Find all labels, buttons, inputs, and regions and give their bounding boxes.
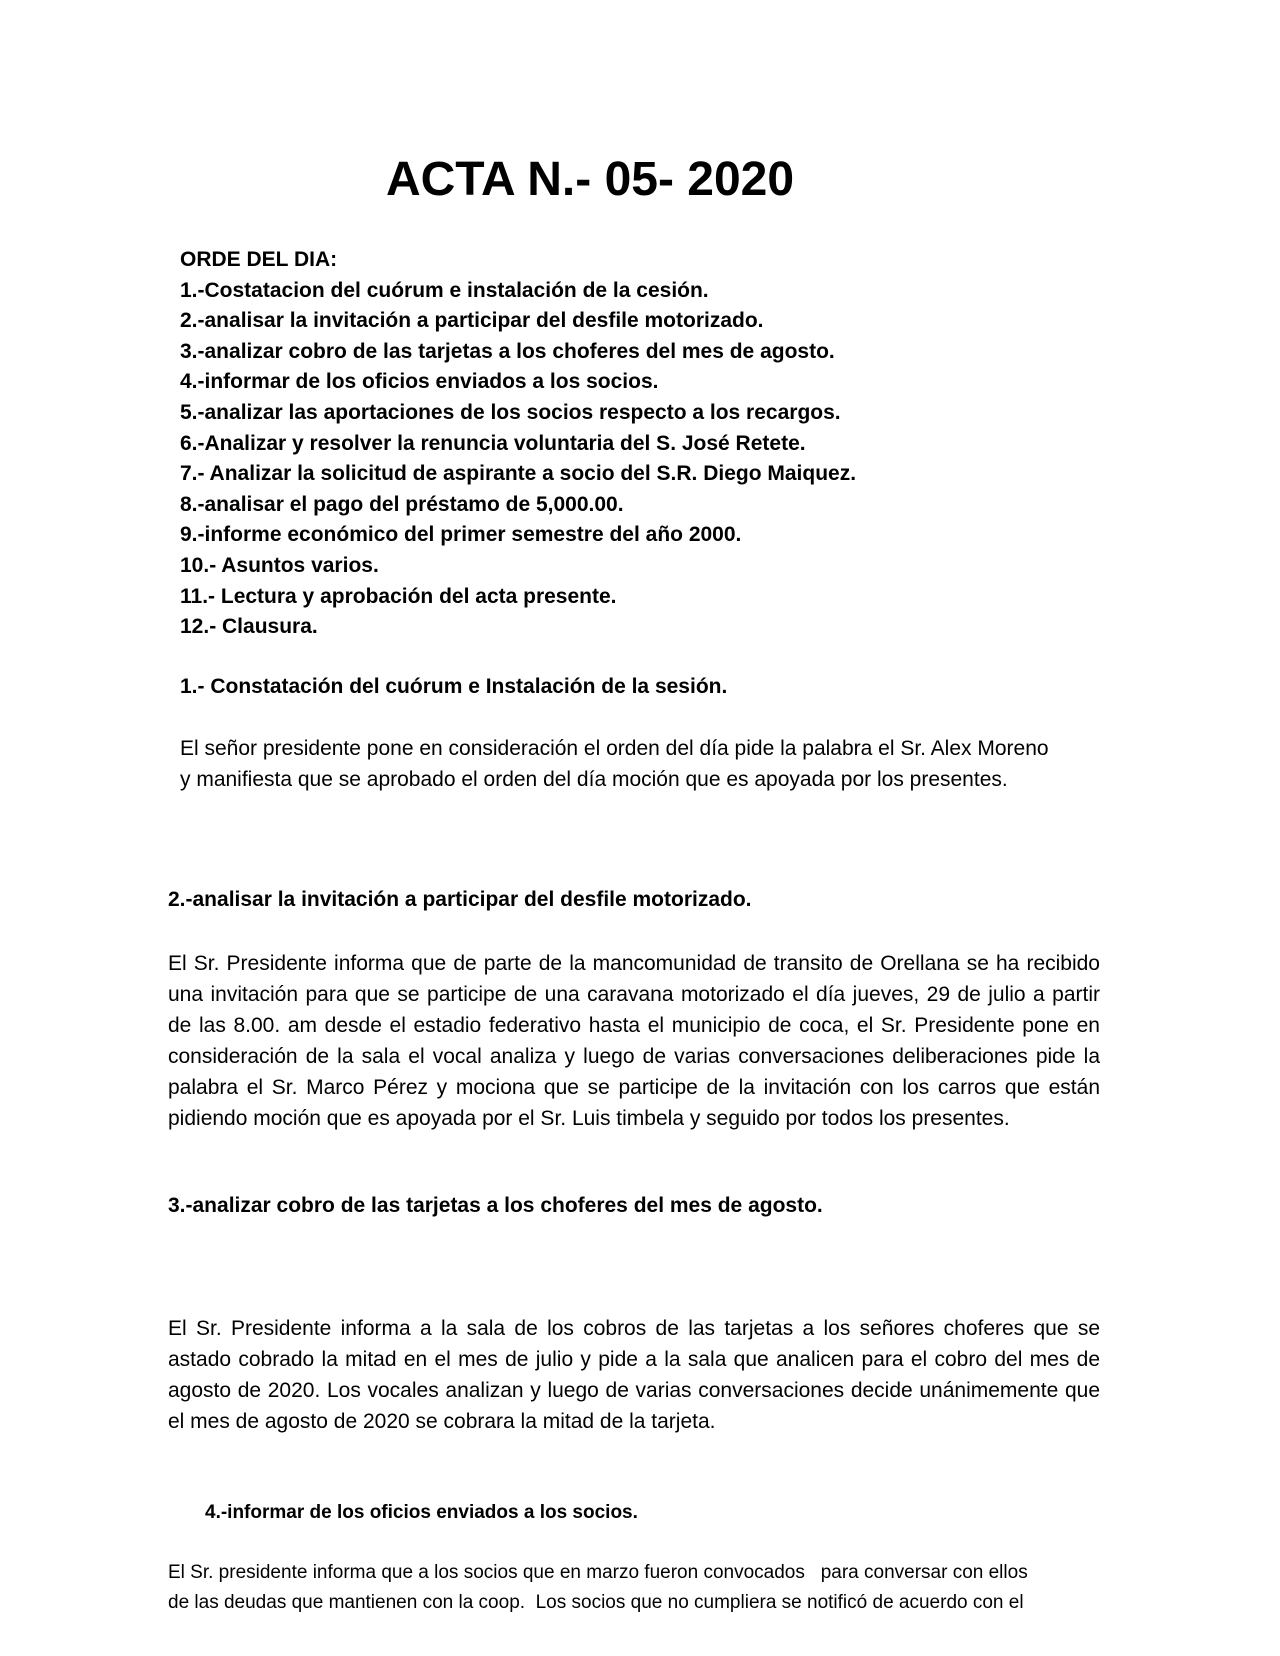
agenda-item: 1.-Costatacion del cuórum e instalación de la cesión.	[180, 278, 709, 302]
agenda-item: 11.- Lectura y aprobación del acta presente.	[180, 584, 617, 608]
section-4-heading: 4.-informar de los oficios enviados a los socios.	[205, 1502, 638, 1523]
agenda-item: 9.-informe económico del primer semestre del año 2000.	[180, 523, 742, 547]
section-4-body-line: de las deudas que mantienen con la coop. Los socios que no cumpliera se notificó de acuerdo con el	[168, 1592, 1024, 1613]
agenda-item: 5.-analizar las aportaciones de los socios respecto a los recargos.	[180, 400, 841, 424]
agenda-heading: ORDE DEL DIA:	[180, 248, 338, 271]
section-1-body: El señor presidente pone en consideración el orden del día pide la palabra el Sr. Alex Moreno y manifiesta que se aprobado el orden del día moción que es apoyada por los presentes.	[180, 737, 1049, 791]
agenda	[180, 245, 856, 643]
agenda-item: 3.-analizar cobro de las tarjetas a los choferes del mes de agosto.	[180, 339, 835, 363]
agenda-item: 12.- Clausura.	[180, 615, 318, 639]
agenda-item: 7.- Analizar la solicitud de aspirante a socio del S.R. Diego Maiquez.	[180, 462, 857, 486]
agenda-item: 4.-informar de los oficios enviados a los socios.	[180, 370, 659, 394]
agenda-item: 6.-Analizar y resolver la renuncia voluntaria del S. José Retete.	[180, 431, 806, 455]
section-4-body-line: El Sr. presidente informa que a los socios que en marzo fueron convocados para conversar con ellos	[168, 1562, 1028, 1583]
section-3-heading: 3.-analizar cobro de las tarjetas a los choferes del mes de agosto.	[168, 1194, 823, 1217]
section-3-body: El Sr. Presidente informa a la sala de los cobros de las tarjetas a los señores choferes que se astado cobrado la mitad en el mes de julio y pide a la sala que analicen para el cobro del mes de agosto de 2020. Los vocales analizan y luego de varias conversaciones decide unánimemente que el mes de agosto de 2020 se cobrara la mitad de la tarjeta.	[168, 1317, 1100, 1433]
agenda-item: 8.-analisar el pago del préstamo de 5,000.00.	[180, 492, 624, 516]
agenda-item: 2.-analisar la invitación a participar del desfile motorizado.	[180, 309, 764, 333]
document-title: ACTA N.- 05- 2020	[385, 153, 795, 206]
section-2-body: El Sr. Presidente informa que de parte de la mancomunidad de transito de Orellana se ha recibido una invitación para que se participe de una caravana motorizado el día jueves, 29 de julio a partir de las 8.00. am desde el estadio federativo hasta el municipio de coca, el Sr. Presidente pone en consideración de la sala el vocal analiza y luego de varias conversaciones deliberaciones pide la palabra el Sr. Marco Pérez y mociona que se participe de la invitación con los carros que están pidiendo moción que es apoyada por el Sr. Luis timbela y seguido por todos los presentes.	[168, 952, 1100, 1130]
section-1-heading: 1.- Constatación del cuórum e Instalación de la sesión.	[180, 675, 728, 698]
agenda-item: 10.- Asuntos varios.	[180, 553, 379, 577]
section-2-heading: 2.-analisar la invitación a participar del desfile motorizado.	[168, 888, 752, 911]
